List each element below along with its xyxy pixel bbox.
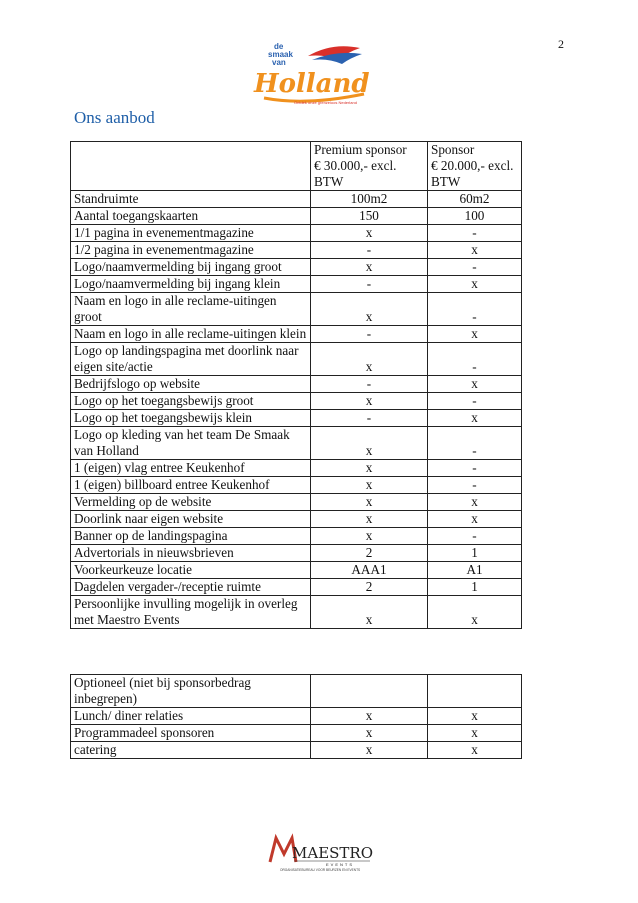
row-label-cell: catering bbox=[71, 742, 311, 759]
maestro-events-logo bbox=[266, 832, 376, 872]
value-cell: - bbox=[428, 259, 522, 276]
value-cell: 150 bbox=[311, 208, 428, 225]
svg-text:Holland: Holland bbox=[254, 69, 370, 99]
value-cell: x bbox=[311, 393, 428, 410]
row-label-cell: Logo/naamvermelding bij ingang groot bbox=[71, 259, 311, 276]
value-cell: x bbox=[311, 725, 428, 742]
value-cell: 2 bbox=[311, 545, 428, 562]
svg-text:smaak: smaak bbox=[268, 50, 293, 59]
table-row bbox=[71, 725, 522, 742]
svg-text:Ontdek onze grenzeloos Nederla: Ontdek onze grenzeloos Nederland bbox=[294, 100, 357, 105]
sponsor-header: Sponsor € 20.000,- excl. BTW bbox=[428, 142, 522, 191]
value-cell: x bbox=[311, 427, 428, 460]
value-cell bbox=[428, 675, 522, 708]
value-cell: x bbox=[311, 225, 428, 242]
row-label-cell: Standruimte bbox=[71, 191, 311, 208]
row-label-cell: Persoonlijke invulling mogelijk in overleg met Maestro Events bbox=[71, 596, 311, 629]
value-cell: 1 bbox=[428, 579, 522, 596]
row-label-cell: Voorkeurkeuze locatie bbox=[71, 562, 311, 579]
value-cell: x bbox=[428, 242, 522, 259]
value-cell: x bbox=[428, 708, 522, 725]
value-cell: x bbox=[428, 326, 522, 343]
row-label-cell: Bedrijfslogo op website bbox=[71, 376, 311, 393]
value-cell: 1 bbox=[428, 545, 522, 562]
value-cell: x bbox=[428, 494, 522, 511]
value-cell: - bbox=[428, 477, 522, 494]
row-label-cell: Logo op het toegangsbewijs klein bbox=[71, 410, 311, 427]
table-row bbox=[71, 393, 522, 410]
row-label-cell: Lunch/ diner relaties bbox=[71, 708, 311, 725]
value-cell: x bbox=[428, 742, 522, 759]
row-label-cell: Advertorials in nieuwsbrieven bbox=[71, 545, 311, 562]
value-cell: x bbox=[311, 259, 428, 276]
table-row bbox=[71, 293, 522, 326]
value-cell: x bbox=[311, 460, 428, 477]
row-label-cell: 1/1 pagina in evenementmagazine bbox=[71, 225, 311, 242]
svg-text:de: de bbox=[274, 42, 284, 51]
row-label-cell: 1 (eigen) billboard entree Keukenhof bbox=[71, 477, 311, 494]
table-row bbox=[71, 494, 522, 511]
row-label-cell: Naam en logo in alle reclame-uitingen groot bbox=[71, 293, 311, 326]
value-cell: x bbox=[428, 596, 522, 629]
de-smaak-van-holland-logo bbox=[246, 40, 376, 108]
value-cell: - bbox=[311, 242, 428, 259]
svg-text:ORGANISATIEBUREAU VOOR BEURZEN: ORGANISATIEBUREAU VOOR BEURZEN EN EVENTS bbox=[280, 868, 361, 872]
row-label-cell: Programmadeel sponsoren bbox=[71, 725, 311, 742]
table-row bbox=[71, 276, 522, 293]
row-label-cell: Dagdelen vergader-/receptie ruimte bbox=[71, 579, 311, 596]
value-cell: x bbox=[311, 477, 428, 494]
table-row bbox=[71, 528, 522, 545]
table-row bbox=[71, 545, 522, 562]
premium-sponsor-header: Premium sponsor € 30.000,- excl. BTW bbox=[311, 142, 428, 191]
value-cell: 100m2 bbox=[311, 191, 428, 208]
row-label-cell: Logo op kleding van het team De Smaak van Holland bbox=[71, 427, 311, 460]
table-row bbox=[71, 376, 522, 393]
row-label-cell: Logo op het toegangsbewijs groot bbox=[71, 393, 311, 410]
table-row bbox=[71, 242, 522, 259]
table-row bbox=[71, 596, 522, 629]
value-cell: x bbox=[428, 376, 522, 393]
value-cell: - bbox=[428, 460, 522, 477]
row-label-cell: 1/2 pagina in evenementmagazine bbox=[71, 242, 311, 259]
value-cell: x bbox=[428, 511, 522, 528]
value-cell: x bbox=[311, 343, 428, 376]
value-cell: - bbox=[311, 326, 428, 343]
value-cell: x bbox=[311, 528, 428, 545]
section-heading: Ons aanbod bbox=[74, 108, 155, 127]
value-cell: x bbox=[311, 742, 428, 759]
table-row bbox=[71, 742, 522, 759]
table-row bbox=[71, 511, 522, 528]
value-cell: x bbox=[311, 293, 428, 326]
value-cell: x bbox=[311, 494, 428, 511]
row-label-cell: Banner op de landingspagina bbox=[71, 528, 311, 545]
value-cell bbox=[311, 675, 428, 708]
row-label-cell: 1 (eigen) vlag entree Keukenhof bbox=[71, 460, 311, 477]
table-row bbox=[71, 208, 522, 225]
table-row bbox=[71, 675, 522, 708]
header-empty-cell bbox=[71, 142, 311, 191]
value-cell: x bbox=[311, 708, 428, 725]
value-cell: x bbox=[428, 276, 522, 293]
value-cell: - bbox=[428, 293, 522, 326]
value-cell: A1 bbox=[428, 562, 522, 579]
value-cell: 2 bbox=[311, 579, 428, 596]
table-row bbox=[71, 259, 522, 276]
table-row bbox=[71, 708, 522, 725]
value-cell: AAA1 bbox=[311, 562, 428, 579]
table-row bbox=[71, 460, 522, 477]
sponsor-package-table bbox=[70, 141, 522, 629]
svg-text:van: van bbox=[272, 58, 286, 67]
svg-text:MAESTRO: MAESTRO bbox=[292, 844, 374, 862]
table-row bbox=[71, 562, 522, 579]
value-cell: - bbox=[428, 427, 522, 460]
row-label-cell: Logo/naamvermelding bij ingang klein bbox=[71, 276, 311, 293]
value-cell: x bbox=[311, 596, 428, 629]
value-cell: 100 bbox=[428, 208, 522, 225]
table-row bbox=[71, 410, 522, 427]
row-label-cell: Optioneel (niet bij sponsorbedrag inbegrepen) bbox=[71, 675, 311, 708]
table-row bbox=[71, 427, 522, 460]
table-row bbox=[71, 343, 522, 376]
row-label-cell: Logo op landingspagina met doorlink naar eigen site/actie bbox=[71, 343, 311, 376]
value-cell: - bbox=[428, 528, 522, 545]
table-row bbox=[71, 579, 522, 596]
svg-text:EVENTS: EVENTS bbox=[326, 862, 355, 867]
value-cell: x bbox=[428, 410, 522, 427]
value-cell: - bbox=[428, 393, 522, 410]
row-label-cell: Doorlink naar eigen website bbox=[71, 511, 311, 528]
value-cell: x bbox=[311, 511, 428, 528]
value-cell: x bbox=[428, 725, 522, 742]
optional-extras-table bbox=[70, 674, 522, 759]
row-label-cell: Naam en logo in alle reclame-uitingen klein bbox=[71, 326, 311, 343]
value-cell: - bbox=[311, 376, 428, 393]
value-cell: - bbox=[428, 343, 522, 376]
row-label-cell: Vermelding op de website bbox=[71, 494, 311, 511]
table-row bbox=[71, 191, 522, 208]
table-header-row bbox=[71, 142, 522, 191]
value-cell: - bbox=[311, 410, 428, 427]
row-label-cell: Aantal toegangskaarten bbox=[71, 208, 311, 225]
value-cell: - bbox=[428, 225, 522, 242]
table-row bbox=[71, 326, 522, 343]
value-cell: 60m2 bbox=[428, 191, 522, 208]
table-row bbox=[71, 477, 522, 494]
page-number: 2 bbox=[558, 37, 564, 51]
value-cell: - bbox=[311, 276, 428, 293]
table-row bbox=[71, 225, 522, 242]
